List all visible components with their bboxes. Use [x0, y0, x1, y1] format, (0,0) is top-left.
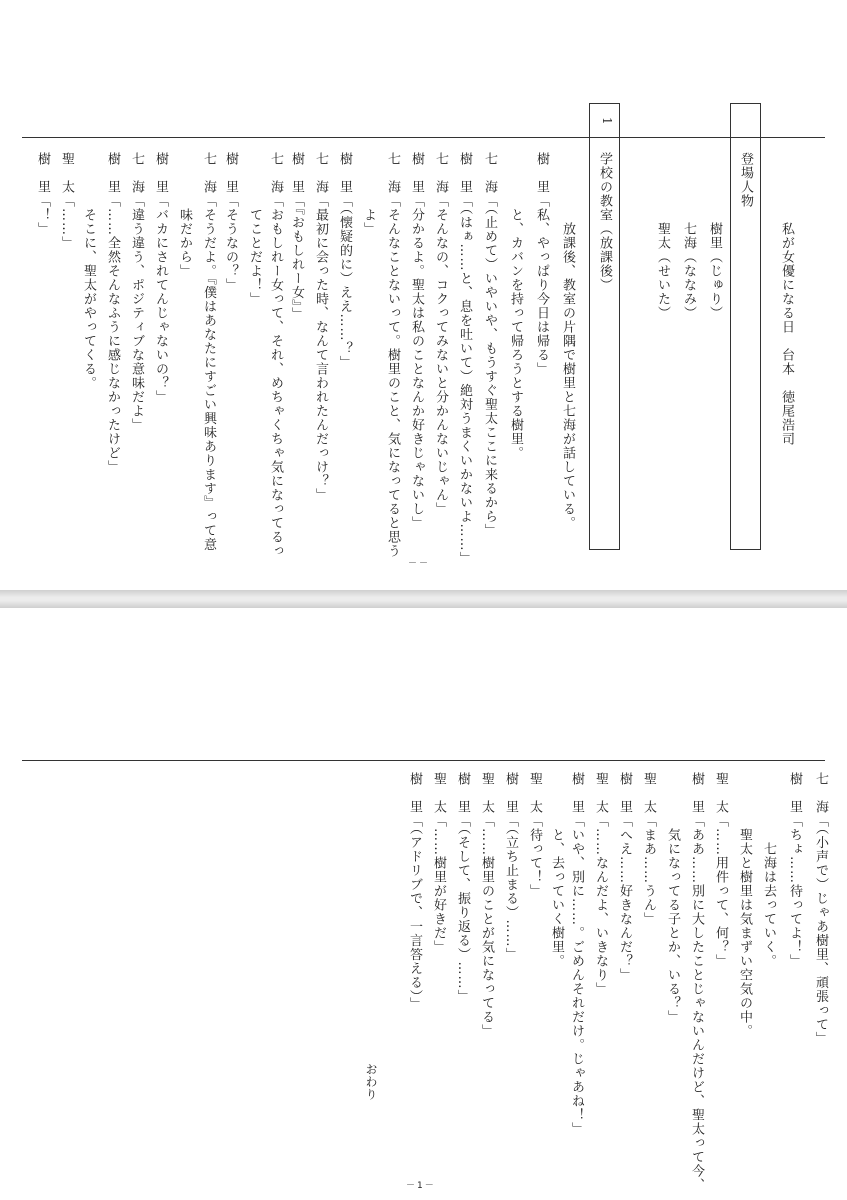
script-line: 気になってる子とか、いる？」: [665, 772, 680, 1024]
script-line: 樹 里「いや、別に……。ごめんそれだけ。じゃあね！」: [569, 772, 584, 1136]
script-line: 七 海「そんなことないって。樹里のこと、気になってると思う: [385, 152, 400, 558]
script-line: 樹 里「（懐疑的に）ええ……？」: [337, 152, 352, 370]
script-line: 七 海「（小声で）じゃあ樹里、頑張って」: [813, 772, 828, 1046]
script-line: 聖 太「……樹里のことが気になってる」: [479, 772, 494, 1038]
script-line: そこに、聖太がやってくる。: [81, 152, 96, 390]
script-line: 樹 里「（立ち止まる）……」: [503, 772, 518, 962]
script-line: よ」: [361, 152, 376, 236]
page-separator: [0, 590, 847, 608]
script-line: 聖 太「待って！」: [527, 772, 542, 898]
character-nanami: 七海（ななみ）: [681, 222, 696, 320]
script-line: 放課後、教室の片隅で樹里と七海が話している。: [560, 152, 575, 530]
script-line: 樹 里「そうなの？」: [223, 152, 238, 292]
script-line: 七 海「（止めて）いやいや、もうすぐ聖太ここに来るから」: [482, 152, 497, 538]
script-page-2: [0, 608, 847, 1200]
scene-title: 学校の教室（放課後）: [597, 152, 612, 292]
script-line: 味だから」: [177, 152, 192, 278]
script-line: 聖太と樹里は気まずい空気の中。: [737, 772, 752, 1038]
script-title: 私が女優になる日 台本 徳尾浩司: [779, 222, 794, 446]
header-rule: [22, 137, 825, 138]
script-line: と、カバンを持って帰ろうとする樹里。: [508, 152, 523, 460]
characters-heading: 登場人物: [738, 152, 753, 208]
script-line: 聖 太「……用件って、何？」: [713, 772, 728, 968]
script-line: 聖 太「……なんだよ、いきなり」: [593, 772, 608, 996]
script-line: 樹 里「バカにされてんじゃないの？」: [153, 152, 168, 404]
script-line: 七 海「おもしれー女って、それ、めちゃくちゃ気になってるっ: [268, 152, 283, 558]
script-line: 樹 里「ちょ……待ってよ！」: [787, 772, 802, 968]
end-text: おわり: [364, 1063, 378, 1101]
script-line: 樹 里「ああ……別に大したことじゃないんだけど、聖太って今、: [689, 772, 704, 1192]
script-page-1: [0, 0, 847, 590]
script-line: 樹 里「へえ……好きなんだ？」: [617, 772, 632, 982]
script-line: 聖 太「……樹里が好きだ」: [431, 772, 446, 954]
script-line: 聖 太「……」: [59, 152, 74, 250]
page-number: －－: [408, 559, 431, 569]
script-line: 樹 里「（そして、振り返る）……」: [455, 772, 470, 1004]
script-line: 樹 里「（アドリブで、一言答える）」: [407, 772, 422, 1011]
script-line: 樹 里「私、やっぱり今日は帰る」: [534, 152, 549, 376]
script-line: 樹 里「分かるよ。聖太は私のことなんか好きじゃないし」: [409, 152, 424, 530]
character-seita: 聖太（せいた）: [655, 222, 670, 320]
script-line: 樹 里「（はぁ……と、息を吐いて）絶対うまくいかないよ……」: [457, 152, 472, 566]
page-number: －1－: [406, 1181, 436, 1191]
script-line: 七 海「そうだよ。『僕はあなたにすごい興味あります』って意: [201, 152, 216, 552]
script-line: 七海は去っていく。: [761, 772, 776, 968]
script-line: 樹 里「……全然そんなふうに感じなかったけど」: [105, 152, 120, 474]
script-line: てことだよ！」: [247, 152, 262, 306]
script-line: 樹 里「『おもしれー女』」: [289, 152, 304, 321]
script-line: と、去っていく樹里。: [549, 772, 564, 968]
script-line: 七 海「そんなの、コクってみないと分かんないじゃん」: [433, 152, 448, 516]
header-rule: [22, 760, 825, 761]
script-line: 聖 太「まあ……うん」: [641, 772, 656, 926]
script-line: 七 海「最初に会った時、なんて言われたんだっけ？」: [313, 152, 328, 502]
script-line: 七 海「違う違う、ポジティブな意味だよ」: [129, 152, 144, 432]
character-juri: 樹里（じゅり）: [707, 222, 722, 320]
scene-number: 1: [600, 117, 614, 126]
script-line: 樹 里「！」: [35, 152, 50, 236]
